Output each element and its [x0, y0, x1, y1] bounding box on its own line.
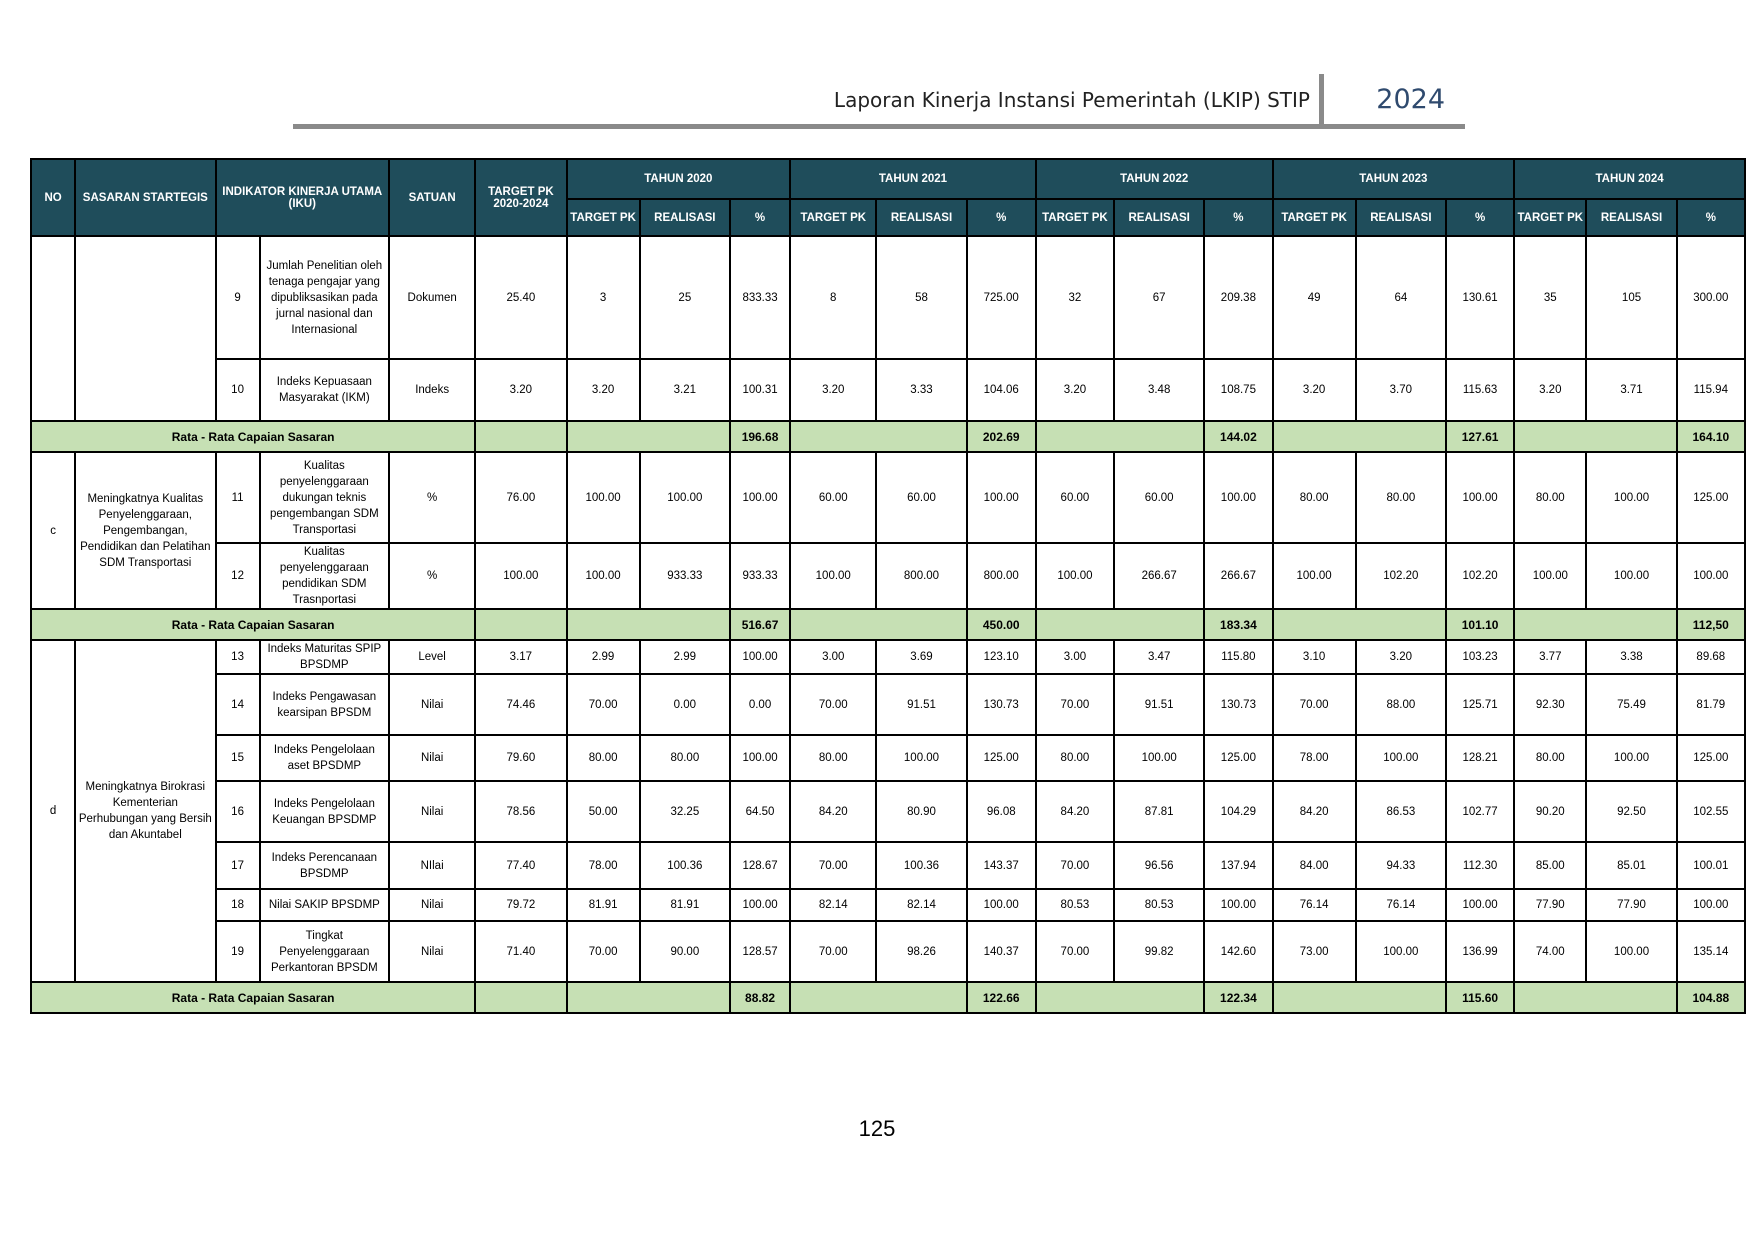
target-pk-2020-2024: 74.46 [475, 674, 566, 735]
table-row [31, 921, 1745, 982]
average-empty [1036, 609, 1204, 640]
realisasi-2024: 75.49 [1586, 674, 1676, 735]
iku-name: Tingkat Penyelenggaraan Perkantoran BPSDM [260, 921, 389, 982]
realisasi-2022: 67 [1114, 236, 1204, 359]
realisasi-2022: 60.00 [1114, 452, 1204, 543]
subcol-realisasi-2024: REALISASI [1586, 199, 1676, 236]
iku-name: Kualitas penyelenggaraan dukungan teknis pengembangan SDM Transportasi [260, 452, 389, 543]
percent-2020: 100.00 [730, 889, 790, 921]
subcol-realisasi-2022: REALISASI [1114, 199, 1204, 236]
average-percent-2022: 183.34 [1204, 609, 1272, 640]
realisasi-2020: 80.00 [640, 735, 730, 781]
percent-2022: 100.00 [1204, 889, 1272, 921]
target-2022: 32 [1036, 236, 1114, 359]
realisasi-2021: 82.14 [876, 889, 966, 921]
col-satuan: SATUAN [389, 159, 475, 236]
percent-2023: 128.21 [1446, 735, 1514, 781]
subcol-target-pk-2020: TARGET PK [567, 199, 640, 236]
target-pk-2020-2024: 71.40 [475, 921, 566, 982]
iku-number: 19 [216, 921, 260, 982]
realisasi-2024: 92.50 [1586, 781, 1676, 842]
percent-2024: 125.00 [1677, 735, 1745, 781]
target-pk-2020-2024: 77.40 [475, 842, 566, 889]
target-2021: 84.20 [790, 781, 876, 842]
target-2022: 84.20 [1036, 781, 1114, 842]
average-empty [1514, 982, 1676, 1013]
realisasi-2021: 98.26 [876, 921, 966, 982]
satuan: Indeks [389, 359, 475, 421]
page-number: 125 [858, 1116, 896, 1141]
average-label: Rata - Rata Capaian Sasaran [31, 609, 475, 640]
percent-2021: 96.08 [967, 781, 1036, 842]
average-percent-2020: 88.82 [730, 982, 790, 1013]
page-header [293, 70, 1465, 130]
col-tahun-2023: TAHUN 2023 [1273, 159, 1515, 199]
subcol-realisasi-2020: REALISASI [640, 199, 730, 236]
iku-number: 13 [216, 640, 260, 674]
table-row [31, 781, 1745, 842]
col-tahun-2020: TAHUN 2020 [567, 159, 791, 199]
iku-number: 15 [216, 735, 260, 781]
realisasi-2023: 3.70 [1356, 359, 1446, 421]
target-2020: 100.00 [567, 452, 640, 543]
iku-name: Jumlah Penelitian oleh tenaga pengajar yang dipubliksasikan pada jurnal nasional dan Internasional [260, 236, 389, 359]
average-percent-2021: 122.66 [967, 982, 1036, 1013]
target-2023: 84.20 [1273, 781, 1356, 842]
target-2022: 80.00 [1036, 735, 1114, 781]
target-2021: 100.00 [790, 543, 876, 609]
target-2020: 80.00 [567, 735, 640, 781]
average-empty [1273, 982, 1446, 1013]
col-no: NO [31, 159, 75, 236]
average-empty [790, 609, 966, 640]
percent-2023: 115.63 [1446, 359, 1514, 421]
target-2020: 50.00 [567, 781, 640, 842]
percent-2022: 266.67 [1204, 543, 1272, 609]
realisasi-2021: 3.69 [876, 640, 966, 674]
target-2021: 60.00 [790, 452, 876, 543]
average-percent-2022: 144.02 [1204, 421, 1272, 452]
percent-2021: 725.00 [967, 236, 1036, 359]
sasaran-strategis: Meningkatnya Birokrasi Kementerian Perhubungan yang Bersih dan Akuntabel [75, 640, 215, 982]
realisasi-2023: 64 [1356, 236, 1446, 359]
iku-number: 12 [216, 543, 260, 609]
table-row [31, 359, 1745, 421]
realisasi-2024: 100.00 [1586, 735, 1676, 781]
average-empty [567, 421, 730, 452]
subcol-realisasi-2021: REALISASI [876, 199, 966, 236]
realisasi-2023: 102.20 [1356, 543, 1446, 609]
iku-name: Indeks Maturitas SPIP BPSDMP [260, 640, 389, 674]
target-2023: 70.00 [1273, 674, 1356, 735]
percent-2022: 108.75 [1204, 359, 1272, 421]
iku-number: 16 [216, 781, 260, 842]
target-2022: 3.00 [1036, 640, 1114, 674]
performance-table [30, 158, 1746, 1014]
realisasi-2020: 100.36 [640, 842, 730, 889]
table-row [31, 543, 1745, 609]
realisasi-2022: 266.67 [1114, 543, 1204, 609]
col-tahun-2022: TAHUN 2022 [1036, 159, 1273, 199]
target-2023: 73.00 [1273, 921, 1356, 982]
header-rule [293, 124, 1465, 129]
satuan: % [389, 543, 475, 609]
col-iku: INDIKATOR KINERJA UTAMA (IKU) [216, 159, 390, 236]
satuan: Nilai [389, 674, 475, 735]
target-2021: 70.00 [790, 674, 876, 735]
realisasi-2020: 25 [640, 236, 730, 359]
target-2021: 70.00 [790, 921, 876, 982]
target-2023: 76.14 [1273, 889, 1356, 921]
target-2022: 3.20 [1036, 359, 1114, 421]
iku-number: 11 [216, 452, 260, 543]
realisasi-2021: 91.51 [876, 674, 966, 735]
average-empty [1514, 609, 1676, 640]
target-2020: 3.20 [567, 359, 640, 421]
target-2024: 3.20 [1514, 359, 1586, 421]
subcol-target-pk-2021: TARGET PK [790, 199, 876, 236]
percent-2024: 125.00 [1677, 452, 1745, 543]
realisasi-2023: 100.00 [1356, 921, 1446, 982]
realisasi-2021: 3.33 [876, 359, 966, 421]
target-2021: 3.20 [790, 359, 876, 421]
target-2022: 60.00 [1036, 452, 1114, 543]
subcol-target-pk-2024: TARGET PK [1514, 199, 1586, 236]
percent-2021: 125.00 [967, 735, 1036, 781]
realisasi-2021: 60.00 [876, 452, 966, 543]
iku-name: Indeks Perencanaan BPSDMP [260, 842, 389, 889]
target-2020: 2.99 [567, 640, 640, 674]
target-2022: 70.00 [1036, 842, 1114, 889]
average-percent-2021: 450.00 [967, 609, 1036, 640]
target-2024: 90.20 [1514, 781, 1586, 842]
percent-2024: 100.00 [1677, 543, 1745, 609]
realisasi-2022: 100.00 [1114, 735, 1204, 781]
iku-name: Indeks Pengelolaan aset BPSDMP [260, 735, 389, 781]
target-2023: 3.20 [1273, 359, 1356, 421]
target-pk-2020-2024: 3.20 [475, 359, 566, 421]
target-2020: 70.00 [567, 674, 640, 735]
table-row [31, 842, 1745, 889]
average-empty [475, 982, 566, 1013]
percent-2023: 102.77 [1446, 781, 1514, 842]
table-row [31, 236, 1745, 359]
sasaran-strategis: Meningkatnya Kualitas Penyelenggaraan, Pengembangan, Pendidikan dan Pelatihan SDM Transportasi [75, 452, 215, 609]
percent-2020: 128.67 [730, 842, 790, 889]
realisasi-2020: 81.91 [640, 889, 730, 921]
target-pk-2020-2024: 79.60 [475, 735, 566, 781]
realisasi-2024: 105 [1586, 236, 1676, 359]
satuan: Nilai [389, 889, 475, 921]
percent-2022: 209.38 [1204, 236, 1272, 359]
average-empty [475, 421, 566, 452]
percent-2021: 123.10 [967, 640, 1036, 674]
percent-2024: 81.79 [1677, 674, 1745, 735]
iku-name: Nilai SAKIP BPSDMP [260, 889, 389, 921]
target-2020: 100.00 [567, 543, 640, 609]
target-2024: 100.00 [1514, 543, 1586, 609]
report-year: 2024 [1376, 84, 1445, 115]
satuan: Dokumen [389, 236, 475, 359]
satuan: Nilai [389, 921, 475, 982]
realisasi-2023: 94.33 [1356, 842, 1446, 889]
average-percent-2023: 115.60 [1446, 982, 1514, 1013]
percent-2024: 100.00 [1677, 889, 1745, 921]
col-tahun-2024: TAHUN 2024 [1514, 159, 1745, 199]
average-empty [1036, 982, 1204, 1013]
satuan: % [389, 452, 475, 543]
percent-2023: 136.99 [1446, 921, 1514, 982]
target-2023: 3.10 [1273, 640, 1356, 674]
average-empty [1273, 609, 1446, 640]
target-pk-2020-2024: 25.40 [475, 236, 566, 359]
average-percent-2024: 164.10 [1677, 421, 1745, 452]
percent-2022: 142.60 [1204, 921, 1272, 982]
percent-2020: 100.00 [730, 735, 790, 781]
percent-2024: 135.14 [1677, 921, 1745, 982]
sasaran-letter: d [31, 640, 75, 982]
target-2023: 80.00 [1273, 452, 1356, 543]
percent-2020: 100.31 [730, 359, 790, 421]
realisasi-2021: 800.00 [876, 543, 966, 609]
realisasi-2022: 3.48 [1114, 359, 1204, 421]
target-pk-2020-2024: 79.72 [475, 889, 566, 921]
target-2024: 80.00 [1514, 735, 1586, 781]
realisasi-2021: 100.36 [876, 842, 966, 889]
target-pk-2020-2024: 78.56 [475, 781, 566, 842]
realisasi-2024: 3.71 [1586, 359, 1676, 421]
realisasi-2024: 85.01 [1586, 842, 1676, 889]
realisasi-2022: 80.53 [1114, 889, 1204, 921]
subcol-percent-2023: % [1446, 199, 1514, 236]
realisasi-2024: 3.38 [1586, 640, 1676, 674]
iku-number: 17 [216, 842, 260, 889]
average-percent-2024: 104.88 [1677, 982, 1745, 1013]
realisasi-2021: 100.00 [876, 735, 966, 781]
average-label: Rata - Rata Capaian Sasaran [31, 421, 475, 452]
percent-2020: 933.33 [730, 543, 790, 609]
percent-2020: 100.00 [730, 640, 790, 674]
realisasi-2022: 3.47 [1114, 640, 1204, 674]
percent-2023: 100.00 [1446, 452, 1514, 543]
sasaran-strategis [75, 236, 215, 421]
average-row [31, 609, 1745, 640]
percent-2020: 0.00 [730, 674, 790, 735]
percent-2023: 130.61 [1446, 236, 1514, 359]
target-pk-2020-2024: 100.00 [475, 543, 566, 609]
target-2021: 8 [790, 236, 876, 359]
iku-name: Kualitas penyelenggaraan pendidikan SDM Trasnportasi [260, 543, 389, 609]
satuan: NIlai [389, 842, 475, 889]
col-target-pk: TARGET PK 2020-2024 [475, 159, 566, 236]
target-2020: 70.00 [567, 921, 640, 982]
target-2021: 80.00 [790, 735, 876, 781]
average-row [31, 982, 1745, 1013]
percent-2021: 100.00 [967, 452, 1036, 543]
realisasi-2020: 933.33 [640, 543, 730, 609]
sasaran-letter [31, 236, 75, 421]
realisasi-2021: 58 [876, 236, 966, 359]
target-2023: 78.00 [1273, 735, 1356, 781]
average-empty [567, 609, 730, 640]
average-percent-2023: 101.10 [1446, 609, 1514, 640]
realisasi-2023: 3.20 [1356, 640, 1446, 674]
subcol-target-pk-2022: TARGET PK [1036, 199, 1114, 236]
target-2020: 3 [567, 236, 640, 359]
subcol-percent-2022: % [1204, 199, 1272, 236]
iku-number: 9 [216, 236, 260, 359]
percent-2021: 100.00 [967, 889, 1036, 921]
target-pk-2020-2024: 76.00 [475, 452, 566, 543]
average-percent-2024: 112,50 [1677, 609, 1745, 640]
percent-2024: 100.01 [1677, 842, 1745, 889]
percent-2024: 115.94 [1677, 359, 1745, 421]
subcol-realisasi-2023: REALISASI [1356, 199, 1446, 236]
average-empty [1514, 421, 1676, 452]
subcol-percent-2021: % [967, 199, 1036, 236]
average-empty [475, 609, 566, 640]
percent-2021: 130.73 [967, 674, 1036, 735]
iku-number: 18 [216, 889, 260, 921]
average-empty [567, 982, 730, 1013]
percent-2023: 102.20 [1446, 543, 1514, 609]
average-label: Rata - Rata Capaian Sasaran [31, 982, 475, 1013]
realisasi-2020: 100.00 [640, 452, 730, 543]
sasaran-letter: c [31, 452, 75, 609]
realisasi-2024: 77.90 [1586, 889, 1676, 921]
target-pk-2020-2024: 3.17 [475, 640, 566, 674]
realisasi-2024: 100.00 [1586, 452, 1676, 543]
average-empty [1273, 421, 1446, 452]
iku-name: Indeks Kepuasaan Masyarakat (IKM) [260, 359, 389, 421]
realisasi-2020: 2.99 [640, 640, 730, 674]
percent-2022: 115.80 [1204, 640, 1272, 674]
percent-2024: 102.55 [1677, 781, 1745, 842]
target-2023: 84.00 [1273, 842, 1356, 889]
iku-name: Indeks Pengawasan kearsipan BPSDM [260, 674, 389, 735]
percent-2020: 100.00 [730, 452, 790, 543]
report-title: Laporan Kinerja Instansi Pemerintah (LKIP) STIP [833, 88, 1310, 112]
average-percent-2020: 516.67 [730, 609, 790, 640]
realisasi-2023: 86.53 [1356, 781, 1446, 842]
target-2022: 70.00 [1036, 921, 1114, 982]
percent-2023: 100.00 [1446, 889, 1514, 921]
realisasi-2020: 90.00 [640, 921, 730, 982]
percent-2021: 140.37 [967, 921, 1036, 982]
subcol-target-pk-2023: TARGET PK [1273, 199, 1356, 236]
target-2023: 49 [1273, 236, 1356, 359]
realisasi-2020: 0.00 [640, 674, 730, 735]
subcol-percent-2024: % [1677, 199, 1745, 236]
target-2022: 80.53 [1036, 889, 1114, 921]
average-percent-2023: 127.61 [1446, 421, 1514, 452]
average-percent-2022: 122.34 [1204, 982, 1272, 1013]
target-2021: 70.00 [790, 842, 876, 889]
percent-2021: 104.06 [967, 359, 1036, 421]
percent-2022: 130.73 [1204, 674, 1272, 735]
col-sasaran: SASARAN STARTEGIS [75, 159, 215, 236]
percent-2023: 103.23 [1446, 640, 1514, 674]
realisasi-2023: 100.00 [1356, 735, 1446, 781]
realisasi-2020: 3.21 [640, 359, 730, 421]
percent-2020: 64.50 [730, 781, 790, 842]
average-empty [1036, 421, 1204, 452]
percent-2023: 125.71 [1446, 674, 1514, 735]
average-percent-2020: 196.68 [730, 421, 790, 452]
percent-2024: 89.68 [1677, 640, 1745, 674]
target-2020: 81.91 [567, 889, 640, 921]
satuan: Level [389, 640, 475, 674]
realisasi-2022: 99.82 [1114, 921, 1204, 982]
percent-2021: 143.37 [967, 842, 1036, 889]
table-row [31, 452, 1745, 543]
subcol-percent-2020: % [730, 199, 790, 236]
target-2022: 100.00 [1036, 543, 1114, 609]
target-2024: 77.90 [1514, 889, 1586, 921]
average-percent-2021: 202.69 [967, 421, 1036, 452]
col-tahun-2021: TAHUN 2021 [790, 159, 1036, 199]
target-2020: 78.00 [567, 842, 640, 889]
table-row [31, 735, 1745, 781]
iku-name: Indeks Pengelolaan Keuangan BPSDMP [260, 781, 389, 842]
realisasi-2023: 88.00 [1356, 674, 1446, 735]
average-empty [790, 982, 966, 1013]
target-2024: 80.00 [1514, 452, 1586, 543]
average-row [31, 421, 1745, 452]
iku-number: 10 [216, 359, 260, 421]
satuan: Nilai [389, 735, 475, 781]
realisasi-2024: 100.00 [1586, 921, 1676, 982]
percent-2022: 137.94 [1204, 842, 1272, 889]
percent-2023: 112.30 [1446, 842, 1514, 889]
percent-2022: 125.00 [1204, 735, 1272, 781]
table-row [31, 674, 1745, 735]
table-row [31, 889, 1745, 921]
percent-2021: 800.00 [967, 543, 1036, 609]
percent-2020: 833.33 [730, 236, 790, 359]
target-2024: 35 [1514, 236, 1586, 359]
target-2023: 100.00 [1273, 543, 1356, 609]
table-row [31, 640, 1745, 674]
target-2024: 3.77 [1514, 640, 1586, 674]
satuan: Nilai [389, 781, 475, 842]
iku-number: 14 [216, 674, 260, 735]
percent-2022: 100.00 [1204, 452, 1272, 543]
target-2024: 92.30 [1514, 674, 1586, 735]
realisasi-2022: 87.81 [1114, 781, 1204, 842]
percent-2022: 104.29 [1204, 781, 1272, 842]
average-empty [790, 421, 966, 452]
realisasi-2024: 100.00 [1586, 543, 1676, 609]
realisasi-2020: 32.25 [640, 781, 730, 842]
realisasi-2021: 80.90 [876, 781, 966, 842]
realisasi-2022: 96.56 [1114, 842, 1204, 889]
realisasi-2022: 91.51 [1114, 674, 1204, 735]
target-2021: 3.00 [790, 640, 876, 674]
target-2022: 70.00 [1036, 674, 1114, 735]
target-2024: 74.00 [1514, 921, 1586, 982]
target-2021: 82.14 [790, 889, 876, 921]
percent-2020: 128.57 [730, 921, 790, 982]
header-divider [1319, 74, 1324, 126]
realisasi-2023: 80.00 [1356, 452, 1446, 543]
target-2024: 85.00 [1514, 842, 1586, 889]
realisasi-2023: 76.14 [1356, 889, 1446, 921]
percent-2024: 300.00 [1677, 236, 1745, 359]
